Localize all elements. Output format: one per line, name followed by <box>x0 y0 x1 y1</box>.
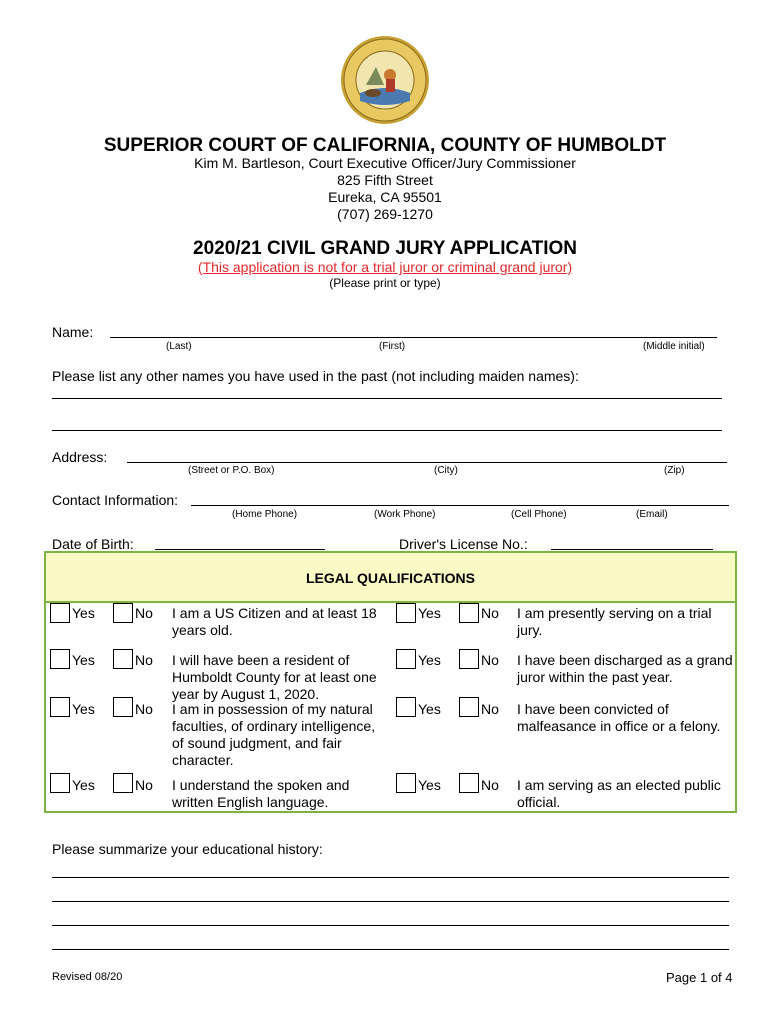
form-title: 2020/21 CIVIL GRAND JURY APPLICATION <box>193 238 577 259</box>
faculties-yes-checkbox[interactable] <box>50 697 70 717</box>
no-label: No <box>135 652 153 668</box>
form-instruction: (Please print or type) <box>329 276 441 290</box>
name-first-caption: (First) <box>379 341 406 352</box>
other-names-line-1[interactable] <box>52 398 722 399</box>
yes-label: Yes <box>72 701 95 717</box>
no-label: No <box>481 652 499 668</box>
no-label: No <box>135 701 153 717</box>
court-city: Eureka, CA 95501 <box>328 189 442 205</box>
citizen-no-checkbox[interactable] <box>113 603 133 623</box>
no-label: No <box>481 605 499 621</box>
address-zip-caption: (Zip) <box>664 465 685 476</box>
contact-work-caption: (Work Phone) <box>374 509 436 520</box>
no-label: No <box>135 605 153 621</box>
elected-official-yes-checkbox[interactable] <box>396 773 416 793</box>
contact-email-caption: (Email) <box>636 509 668 520</box>
qualification-english: I understand the spoken and written English language. <box>172 777 350 810</box>
yes-label: Yes <box>72 605 95 621</box>
yes-label: Yes <box>418 701 441 717</box>
address-input-line[interactable] <box>127 462 727 463</box>
california-seal-logo <box>340 35 430 125</box>
trial-jury-no-checkbox[interactable] <box>459 603 479 623</box>
resident-yes-checkbox[interactable] <box>50 649 70 669</box>
english-no-checkbox[interactable] <box>113 773 133 793</box>
revised-date: Revised 08/20 <box>52 971 123 983</box>
yes-label: Yes <box>418 652 441 668</box>
trial-jury-yes-checkbox[interactable] <box>396 603 416 623</box>
faculties-no-checkbox[interactable] <box>113 697 133 717</box>
english-yes-checkbox[interactable] <box>50 773 70 793</box>
contact-input-line[interactable] <box>191 505 729 506</box>
dob-label: Date of Birth: <box>52 536 134 552</box>
qualification-elected-official: I am serving as an elected public official. <box>517 777 721 810</box>
discharged-no-checkbox[interactable] <box>459 649 479 669</box>
qualification-resident: I will have been a resident of Humboldt County for at least one year by August 1, 2020. <box>172 652 377 702</box>
name-middle-caption: (Middle initial) <box>643 341 705 352</box>
education-line-2[interactable] <box>52 901 729 902</box>
address-city-caption: (City) <box>434 465 458 476</box>
qualification-faculties: I am in possession of my natural faculties, of ordinary intelligence, of sound judgment, and fair character. <box>172 701 376 768</box>
dob-input-line[interactable] <box>155 549 325 550</box>
contact-cell-caption: (Cell Phone) <box>511 509 567 520</box>
qualification-discharged: I have been discharged as a grand juror within the past year. <box>517 652 733 685</box>
education-line-3[interactable] <box>52 925 729 926</box>
name-input-line[interactable] <box>110 337 717 338</box>
other-names-label: Please list any other names you have used in the past (not including maiden names): <box>52 368 579 384</box>
qualification-trial-jury: I am presently serving on a trial jury. <box>517 605 712 638</box>
education-label: Please summarize your educational history: <box>52 841 323 857</box>
name-label: Name: <box>52 324 94 340</box>
no-label: No <box>481 701 499 717</box>
discharged-yes-checkbox[interactable] <box>396 649 416 669</box>
legal-qualifications-heading: LEGAL QUALIFICATIONS <box>46 553 735 603</box>
contact-home-caption: (Home Phone) <box>232 509 298 520</box>
education-line-1[interactable] <box>52 877 729 878</box>
other-names-line-2[interactable] <box>52 430 722 431</box>
resident-no-checkbox[interactable] <box>113 649 133 669</box>
education-line-4[interactable] <box>52 949 729 950</box>
court-street: 825 Fifth Street <box>337 172 433 188</box>
elected-official-no-checkbox[interactable] <box>459 773 479 793</box>
convicted-yes-checkbox[interactable] <box>396 697 416 717</box>
form-warning: (This application is not for a trial juror or criminal grand juror) <box>197 259 573 275</box>
convicted-no-checkbox[interactable] <box>459 697 479 717</box>
yes-label: Yes <box>418 777 441 793</box>
license-label: Driver's License No.: <box>399 536 528 552</box>
no-label: No <box>135 777 153 793</box>
yes-label: Yes <box>418 605 441 621</box>
page-number: Page 1 of 4 <box>666 970 733 985</box>
address-street-caption: (Street or P.O. Box) <box>188 465 275 476</box>
court-title: SUPERIOR COURT OF CALIFORNIA, COUNTY OF HUMBOLDT <box>103 135 667 156</box>
citizen-yes-checkbox[interactable] <box>50 603 70 623</box>
yes-label: Yes <box>72 777 95 793</box>
address-label: Address: <box>52 449 108 465</box>
yes-label: Yes <box>72 652 95 668</box>
name-last-caption: (Last) <box>166 341 192 352</box>
no-label: No <box>481 777 499 793</box>
qualification-convicted: I have been convicted of malfeasance in office or a felony. <box>517 701 721 734</box>
court-officer: Kim M. Bartleson, Court Executive Officer/Jury Commissioner <box>194 155 576 171</box>
license-input-line[interactable] <box>551 549 713 550</box>
court-phone: (707) 269-1270 <box>337 206 433 222</box>
contact-label: Contact Information: <box>52 492 179 508</box>
qualification-citizen: I am a US Citizen and at least 18 years old. <box>172 605 377 638</box>
